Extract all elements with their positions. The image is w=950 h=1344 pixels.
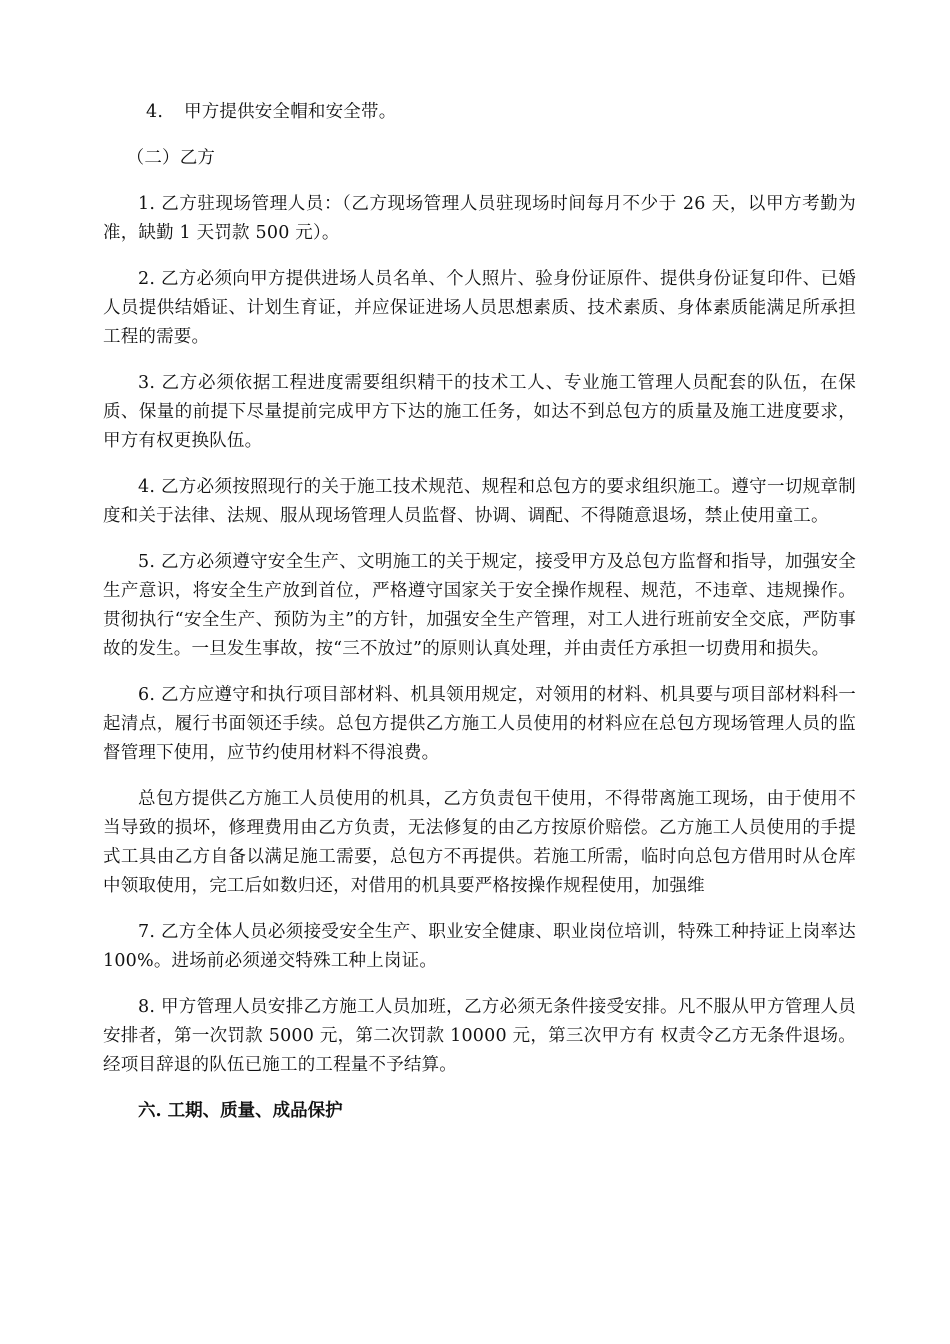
paragraph-5: 5. 乙方必须遵守安全生产、文明施工的关于规定，接受甲方及总包方监督和指导，加强安全生产意识，将安全生产放到首位，严格遵守国家关于安全操作规程、规范，不违章、违规操作。贯彻执行“安全生产、预防为主”的方针，加强安全生产管理，对工人进行班前安全交底，严防事故的发生。一旦发生事故，按“三不放过”的原则认真处理，并由责任方承担一切费用和损失。 xyxy=(103,552,856,659)
paragraph-8: 8. 甲方管理人员安排乙方施工人员加班，乙方必须无条件接受安排。凡不服从甲方管理人员安排者，第一次罚款 5000 元，第二次罚款 10000 元，第三次甲方有 权责令乙方无条件退场。经项目辞退的队伍已施工的工程量不予结算。 xyxy=(103,997,856,1075)
paragraph-6-continued: 总包方提供乙方施工人员使用的机具，乙方负责包干使用，不得带离施工现场，由于使用不当导致的损坏，修理费用由乙方负责，无法修复的由乙方按原价赔偿。乙方施工人员使用的手提式工具由乙方自备以满足施工需要，总包方不再提供。若施工所需，临时向总包方借用时从仓库中领取使用，完工后如数归还，对借用的机具要严格按操作规程使用，加强维 xyxy=(103,789,856,896)
paragraph-6: 6. 乙方应遵守和执行项目部材料、机具领用规定，对领用的材料、机具要与项目部材料科一起清点，履行书面领还手续。总包方提供乙方施工人员使用的材料应在总包方现场管理人员的监督管理下使用，应节约使用材料不得浪费。 xyxy=(103,685,856,763)
item-4-text: 甲方提供安全帽和安全带。 xyxy=(184,102,397,122)
paragraph-1: 1. 乙方驻现场管理人员：（乙方现场管理人员驻现场时间每月不少于 26 天，以甲方考勤为准，缺勤 1 天罚款 500 元）。 xyxy=(103,194,856,243)
document-body xyxy=(103,98,856,1144)
paragraph-2: 2. 乙方必须向甲方提供进场人员名单、个人照片、验身份证原件、提供身份证复印件、已婚人员提供结婚证、计划生育证，并应保证进场人员思想素质、技术素质、身体素质能满足所承担工程的需要。 xyxy=(103,269,856,347)
paragraph-7: 7. 乙方全体人员必须接受安全生产、职业安全健康、职业岗位培训，特殊工种持证上岗率达 100%。进场前必须递交特殊工种上岗证。 xyxy=(103,922,856,971)
item-4 xyxy=(146,98,856,127)
paragraph-4: 4. 乙方必须按照现行的关于施工技术规范、规程和总包方的要求组织施工。遵守一切规章制度和关于法律、法规、服从现场管理人员监督、协调、调配、不得随意退场，禁止使用童工。 xyxy=(103,477,856,526)
paragraph-3: 3. 乙方必须依据工程进度需要组织精干的技术工人、专业施工管理人员配套的队伍，在保质、保量的前提下尽量提前完成甲方下达的施工任务，如达不到总包方的质量及施工进度要求，甲方有权更换队伍。 xyxy=(103,373,856,451)
section-heading: 六. 工期、质量、成品保护 xyxy=(138,1101,343,1121)
subheading-party-b: （二）乙方 xyxy=(126,148,216,168)
item-4-number: 4. xyxy=(146,102,164,122)
